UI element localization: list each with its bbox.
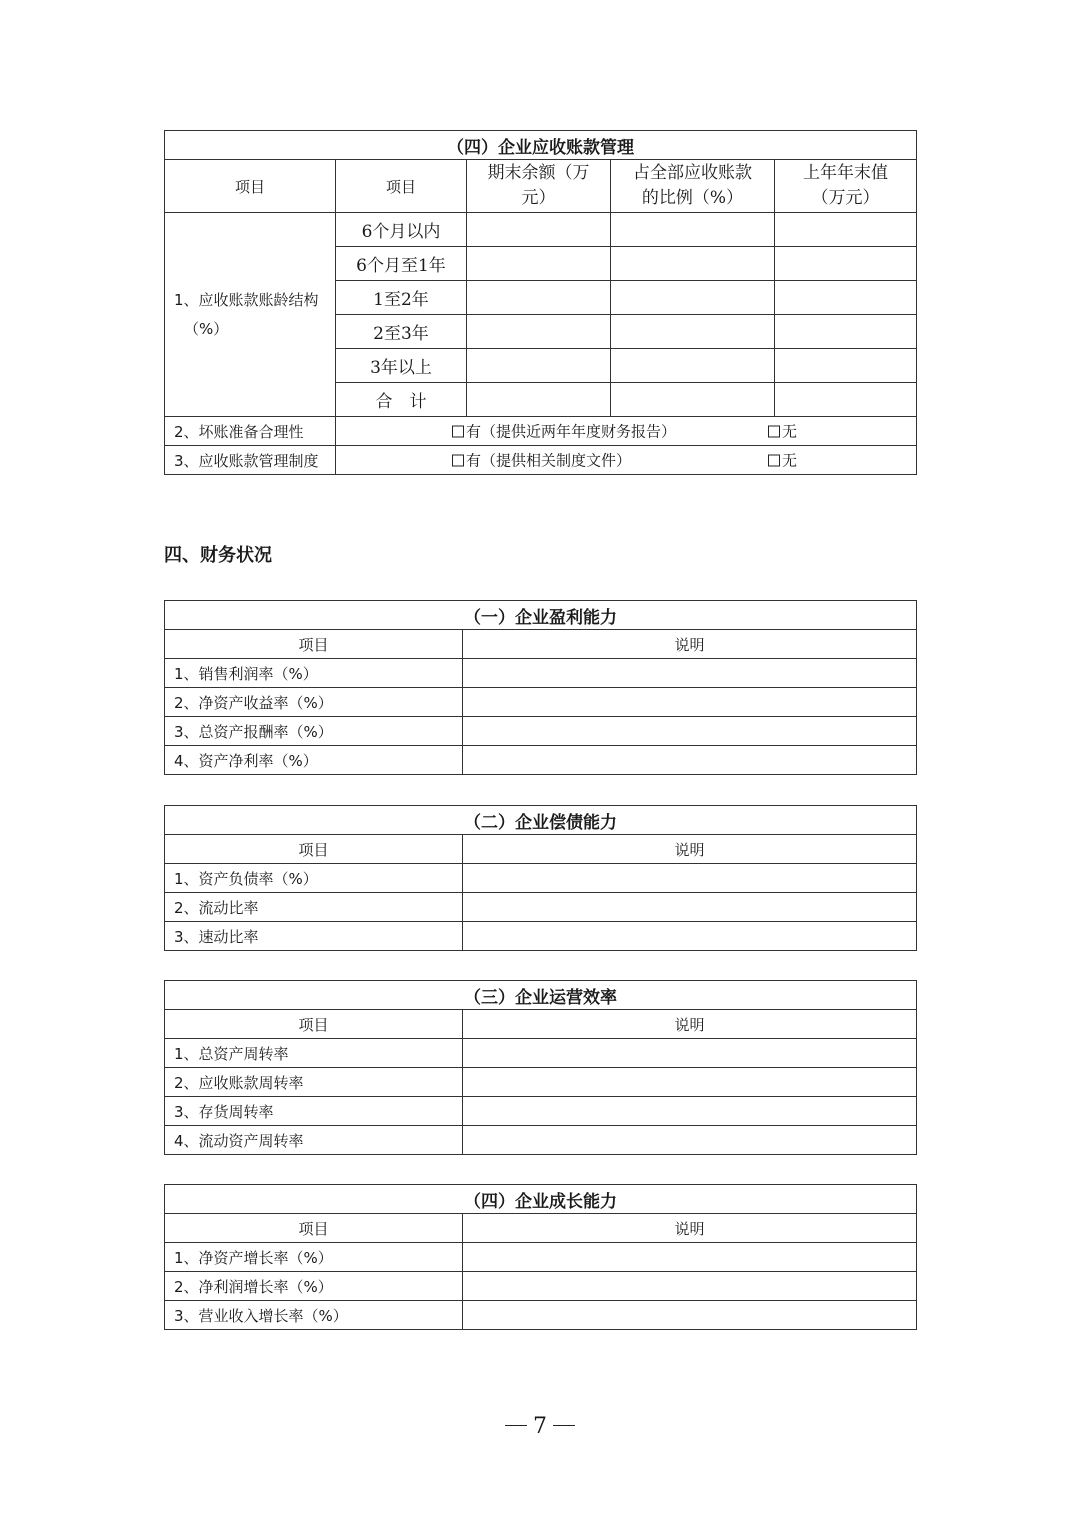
description-cell[interactable]	[463, 1039, 917, 1068]
column-header-subitem: 项目	[336, 160, 467, 213]
option-label: 无	[782, 451, 798, 470]
ratio-cell[interactable]	[611, 281, 775, 315]
column-header-item: 项目	[165, 1010, 463, 1039]
table-title: （一）企业盈利能力	[165, 601, 917, 630]
ratio-cell[interactable]	[611, 349, 775, 383]
label-line: （%）	[184, 319, 229, 338]
description-cell[interactable]	[463, 864, 917, 893]
header-line: 上年年末值	[803, 163, 889, 183]
receivables-table	[164, 130, 917, 475]
description-cell[interactable]	[463, 922, 917, 951]
checkbox-icon[interactable]	[452, 455, 464, 467]
growth-table	[164, 1184, 917, 1330]
description-cell[interactable]	[463, 1243, 917, 1272]
option-label: 有（提供相关制度文件）	[466, 451, 632, 470]
checkbox-icon[interactable]	[768, 455, 780, 467]
column-header-item: 项目	[165, 835, 463, 864]
row-label: 3、速动比率	[165, 922, 463, 951]
description-cell[interactable]	[463, 1097, 917, 1126]
row-label: 2、应收账款周转率	[165, 1068, 463, 1097]
description-cell[interactable]	[463, 688, 917, 717]
prev-year-cell[interactable]	[775, 281, 917, 315]
row-label: 2、流动比率	[165, 893, 463, 922]
balance-cell[interactable]	[467, 315, 611, 349]
option-label: 无	[782, 422, 798, 441]
bad-debt-no-option[interactable]	[768, 421, 797, 442]
row-label: 3、营业收入增长率（%）	[165, 1301, 463, 1330]
row-label: 3、总资产报酬率（%）	[165, 717, 463, 746]
column-header-description: 说明	[463, 630, 917, 659]
column-header-prev-year	[775, 160, 917, 213]
section-heading: 四、财务状况	[164, 545, 272, 566]
efficiency-table	[164, 980, 917, 1155]
aging-row-label: 1至2年	[336, 281, 467, 315]
row-label: 1、总资产周转率	[165, 1039, 463, 1068]
ratio-cell[interactable]	[611, 213, 775, 247]
row-label: 1、资产负债率（%）	[165, 864, 463, 893]
column-header-description: 说明	[463, 835, 917, 864]
description-cell[interactable]	[463, 893, 917, 922]
ratio-cell[interactable]	[611, 315, 775, 349]
row-label: 4、流动资产周转率	[165, 1126, 463, 1155]
ratio-cell[interactable]	[611, 383, 775, 417]
column-header-description: 说明	[463, 1214, 917, 1243]
header-line: 元）	[521, 188, 556, 208]
description-cell[interactable]	[463, 1126, 917, 1155]
balance-cell[interactable]	[467, 281, 611, 315]
ratio-cell[interactable]	[611, 247, 775, 281]
prev-year-cell[interactable]	[775, 315, 917, 349]
aging-row-label: 2至3年	[336, 315, 467, 349]
footer-dash	[553, 1425, 575, 1426]
row-label: 3、存货周转率	[165, 1097, 463, 1126]
column-header-item: 项目	[165, 160, 336, 213]
row-label: 2、净利润增长率（%）	[165, 1272, 463, 1301]
balance-cell[interactable]	[467, 383, 611, 417]
balance-cell[interactable]	[467, 247, 611, 281]
table-title: （四）企业成长能力	[165, 1185, 917, 1214]
header-line: 占全部应收账款	[633, 163, 752, 183]
prev-year-cell[interactable]	[775, 383, 917, 417]
policy-label: 3、应收账款管理制度	[165, 446, 336, 475]
balance-cell[interactable]	[467, 213, 611, 247]
header-line: （万元）	[811, 188, 880, 208]
prev-year-cell[interactable]	[775, 247, 917, 281]
solvency-table	[164, 805, 917, 951]
bad-debt-options	[336, 417, 917, 446]
description-cell[interactable]	[463, 659, 917, 688]
checkbox-icon[interactable]	[768, 426, 780, 438]
checkbox-icon[interactable]	[452, 426, 464, 438]
profitability-table	[164, 600, 917, 775]
description-cell[interactable]	[463, 1068, 917, 1097]
column-header-item: 项目	[165, 630, 463, 659]
column-header-ratio	[611, 160, 775, 213]
aging-row-label: 6个月以内	[336, 213, 467, 247]
description-cell[interactable]	[463, 746, 917, 775]
prev-year-cell[interactable]	[775, 349, 917, 383]
bad-debt-yes-option[interactable]	[452, 421, 676, 442]
column-header-balance	[467, 160, 611, 213]
row-label: 1、净资产增长率（%）	[165, 1243, 463, 1272]
aging-row-label: 6个月至1年	[336, 247, 467, 281]
table-title: （四）企业应收账款管理	[165, 131, 917, 160]
column-header-item: 项目	[165, 1214, 463, 1243]
policy-no-option[interactable]	[768, 450, 797, 471]
description-cell[interactable]	[463, 717, 917, 746]
header-line: 的比例（%）	[641, 188, 744, 208]
balance-cell[interactable]	[467, 349, 611, 383]
aging-row-label: 3年以上	[336, 349, 467, 383]
prev-year-cell[interactable]	[775, 213, 917, 247]
table-title: （二）企业偿债能力	[165, 806, 917, 835]
header-line: 期末余额（万	[487, 163, 590, 183]
column-header-description: 说明	[463, 1010, 917, 1039]
policy-options	[336, 446, 917, 475]
description-cell[interactable]	[463, 1301, 917, 1330]
description-cell[interactable]	[463, 1272, 917, 1301]
aging-total-label: 合 计	[336, 383, 467, 417]
footer-dash	[505, 1425, 527, 1426]
policy-yes-option[interactable]	[452, 450, 631, 471]
row-label: 4、资产净利率（%）	[165, 746, 463, 775]
table-title: （三）企业运营效率	[165, 981, 917, 1010]
aging-structure-label	[165, 213, 336, 417]
row-label: 2、净资产收益率（%）	[165, 688, 463, 717]
row-label: 1、销售利润率（%）	[165, 659, 463, 688]
page-footer	[0, 1414, 1080, 1439]
bad-debt-label: 2、坏账准备合理性	[165, 417, 336, 446]
label-line: 1、应收账款账龄结构	[174, 290, 319, 309]
page-number: 7	[533, 1414, 547, 1439]
option-label: 有（提供近两年年度财务报告）	[466, 422, 677, 441]
